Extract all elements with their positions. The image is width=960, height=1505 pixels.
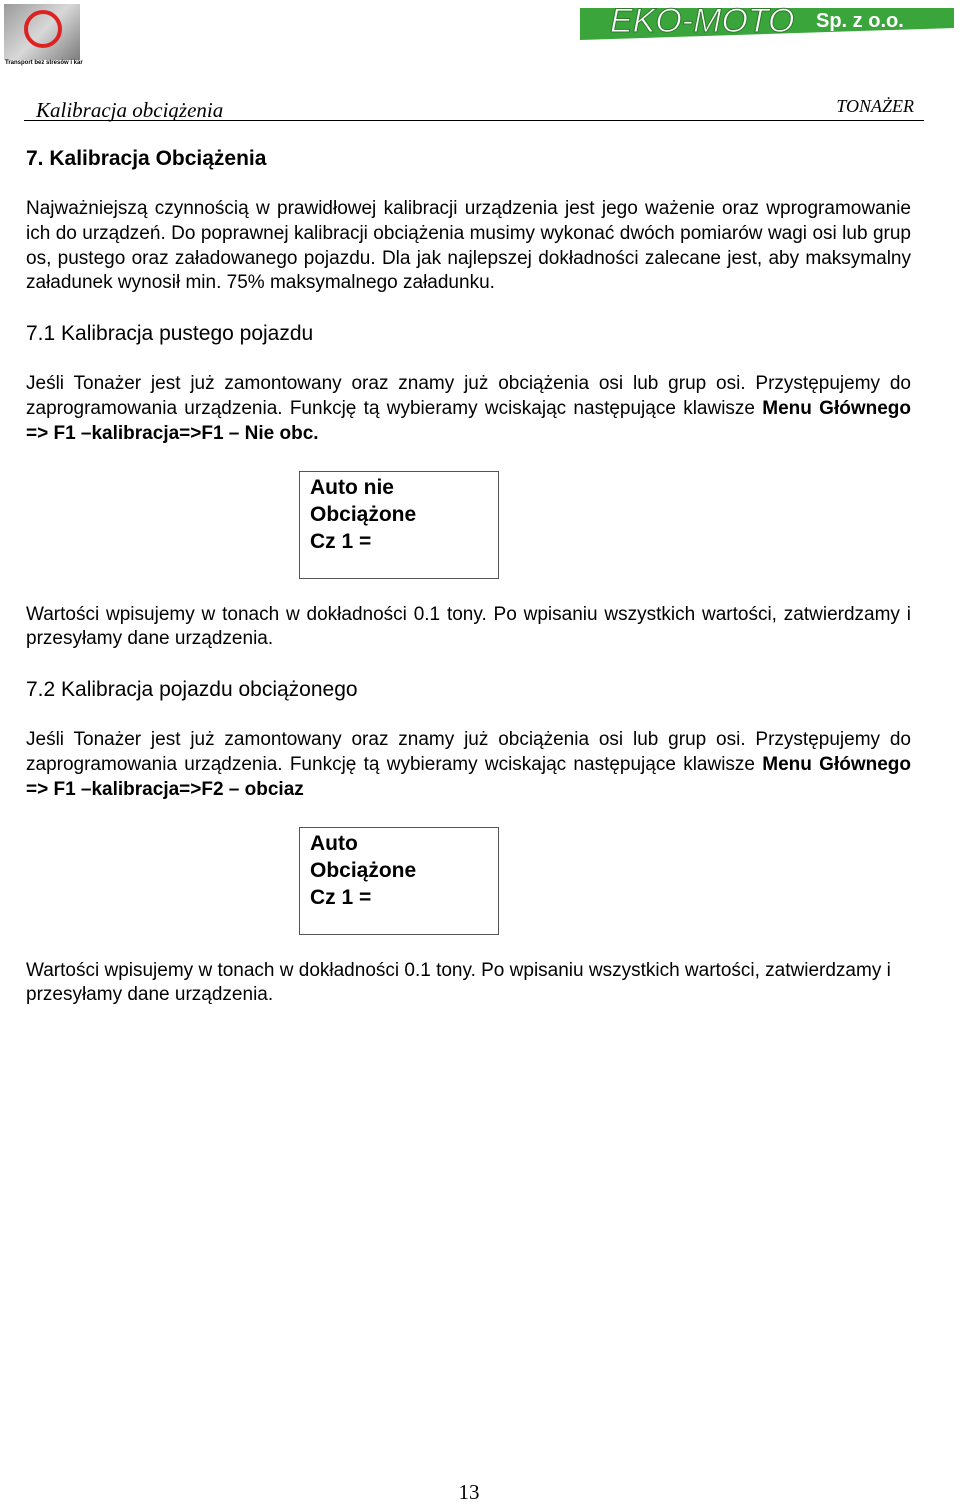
instructions-text: Jeśli Tonażer jest już zamontowany oraz znamy już obciążenia osi lub grup osi. Przystępujemy do zaprogramowania urządzenia. Funkcję tą wybieramy wciskając następujące klawisze [26,729,911,775]
instructions-empty [26,372,911,446]
no-entry-sign-icon [24,10,62,48]
key-sequence: Menu Głównego => F1 –kalibracja=>F1 – Nie obc. [26,397,912,444]
display-line: Auto [310,831,358,855]
logo-caption: Transport bez stresów i kar [5,60,83,66]
device-display-empty [299,471,499,579]
key-sequence: Menu Głównego => F1 –kalibracja=>F2 – obciaz [26,753,912,800]
header-product-name: TONAŻER [836,96,914,116]
note-paragraph: Wartości wpisujemy w tonach w dokładności 0.1 tony. Po wpisaniu wszystkich wartości, zatwierdzamy i przesyłamy dane urządzenia. [26,959,891,1006]
section-title: 7. Kalibracja Obciążenia [26,147,267,170]
device-display-loaded [299,827,499,935]
instructions-text: Jeśli Tonażer jest już zamontowany oraz znamy już obciążenia osi lub grup osi. Przystępujemy do zaprogramowania urządzenia. Funkcję tą wybieramy wciskając następujące klawisze [26,373,911,419]
display-line: Obciążone [310,502,417,526]
note-paragraph: Wartości wpisujemy w tonach w dokładności 0.1 tony. Po wpisaniu wszystkich wartości, zatwierdzamy i przesyłamy dane urządzenia. [26,603,911,650]
subsection-title-loaded: 7.2 Kalibracja pojazdu obciążonego [26,678,358,702]
eko-moto-logo [580,0,954,46]
display-line: Auto nie [310,475,394,499]
instructions-loaded [26,728,911,802]
company-logo-left [4,4,83,68]
display-line: Cz 1 = [310,885,372,909]
logo-suffix: Sp. z o.o. [816,10,904,32]
header-chapter-title: Kalibracja obciążenia [36,98,224,122]
document-body [26,145,911,1032]
display-line: Obciążone [310,858,417,882]
header-divider [24,120,924,121]
intro-paragraph: Najważniejszą czynnością w prawidłowej kalibracji urządzenia jest jego ważenie oraz wprogramowanie ich do urządzeń. Do poprawnej kalibracji obciążenia musimy wykonać dwóch pomiarów wagi osi lub grup os, pustego oraz załadowanego pojazdu. Dla jak najlepszej dokładności zalecane jest, aby maksymalny załadunek wynosił min. 75% maksymalnego załadunku. [26,198,911,294]
subsection-title-empty: 7.1 Kalibracja pustego pojazdu [26,322,314,346]
page-number: 13 [458,1480,480,1504]
logo-brand: EKO-MOTO [610,2,795,40]
display-line: Cz 1 = [310,529,372,553]
